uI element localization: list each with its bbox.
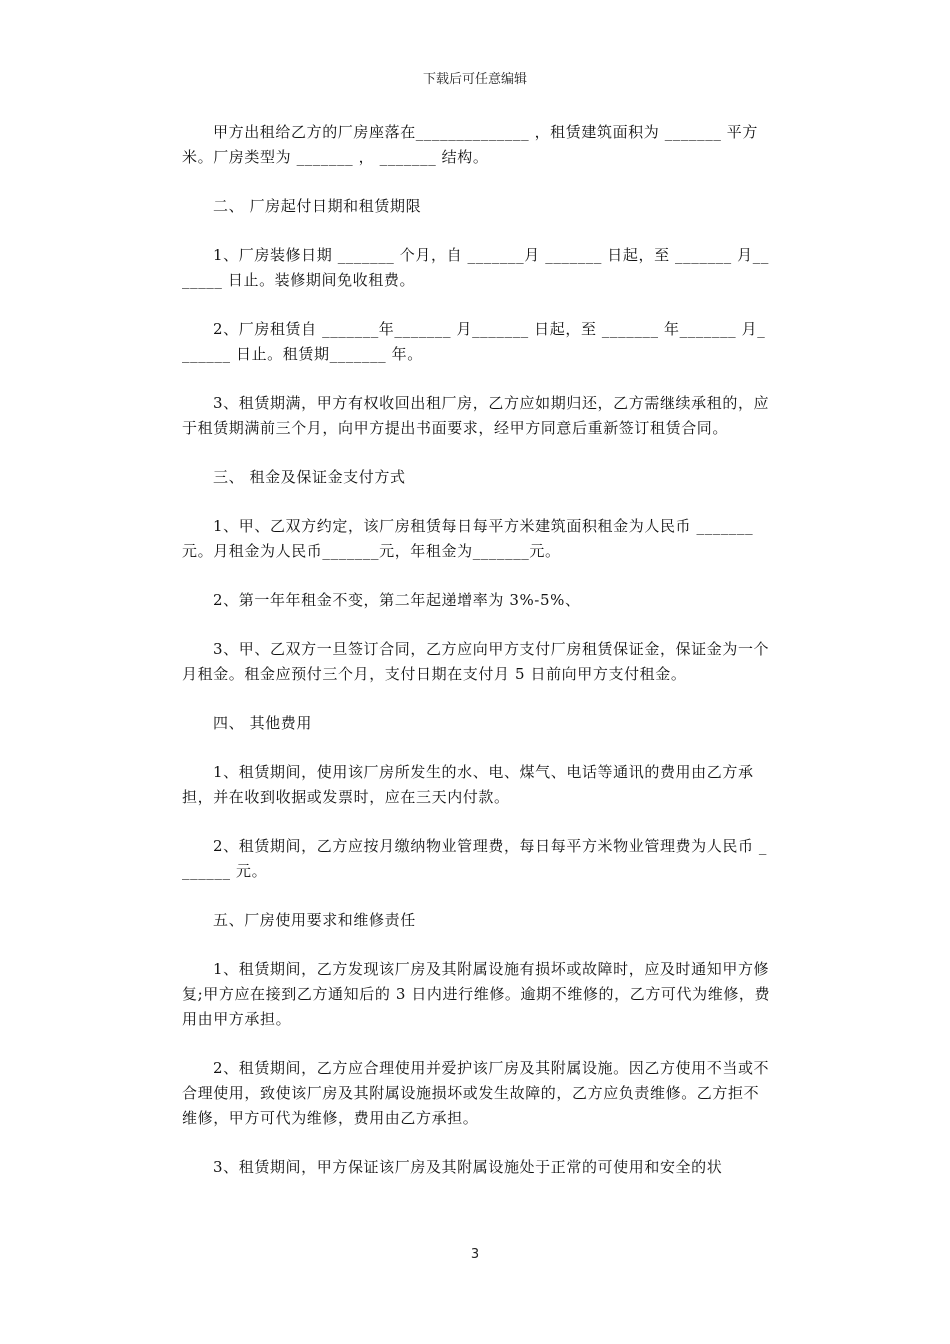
paragraph-repair-lessor: 1、租赁期间，乙方发现该厂房及其附属设施有损坏或故障时，应及时通知甲方修复;甲方应在接到乙方通知后的 3 日内进行维修。逾期不维修的，乙方可代为维修，费用由甲方承担。 [182, 960, 771, 1028]
paragraph-location: 甲方出租给乙方的厂房座落在______________ ，租赁建筑面积为 _______ 平方米。厂房类型为 _______ ， _______ 结构。 [182, 123, 759, 166]
document-body [182, 120, 772, 1204]
paragraph-lease-term: 2、厂房租赁自 _______年_______ 月_______ 日起，至 _______ 年_______ 月_______ 日止。租赁期_______ 年。 [182, 320, 766, 363]
paragraph-utilities: 1、租赁期间，使用该厂房所发生的水、电、煤气、电话等通讯的费用由乙方承担，并在收到收据或发票时，应在三天内付款。 [182, 763, 754, 806]
paragraph-rent-amount: 1、甲、乙双方约定，该厂房租赁每日每平方米建筑面积租金为人民币 _______元。月租金为人民币_______元，年租金为_______元。 [182, 517, 754, 560]
section-heading-3: 三、 租金及保证金支付方式 [213, 468, 406, 486]
page-number: 3 [470, 1247, 480, 1262]
paragraph-repair-lessee: 2、租赁期间，乙方应合理使用并爱护该厂房及其附属设施。因乙方使用不当或不合理使用，致使该厂房及其附属设施损坏或发生故障的，乙方应负责维修。乙方拒不维修，甲方可代为维修，费用由乙方承担。 [182, 1059, 770, 1127]
paragraph-renovation-period: 1、厂房装修日期 _______ 个月，自 _______月 _______ 日起，至 _______ 月_______ 日止。装修期间免收租费。 [182, 246, 769, 289]
paragraph-lease-expiry: 3、租赁期满，甲方有权收回出租厂房，乙方应如期归还，乙方需继续承租的，应于租赁期满前三个月，向甲方提出书面要求，经甲方同意后重新签订租赁合同。 [182, 394, 770, 437]
paragraph-safety-guarantee: 3、租赁期间，甲方保证该厂房及其附属设施处于正常的可使用和安全的状 [213, 1158, 723, 1176]
paragraph-deposit: 3、甲、乙双方一旦签订合同，乙方应向甲方支付厂房租赁保证金，保证金为一个月租金。租金应预付三个月，支付日期在支付月 5 日前向甲方支付租金。 [182, 640, 770, 683]
paragraph-rent-increase: 2、第一年年租金不变，第二年起递增率为 3%-5%、 [213, 591, 581, 609]
section-heading-4: 四、 其他费用 [213, 714, 312, 732]
section-heading-2: 二、 厂房起付日期和租赁期限 [213, 197, 422, 215]
section-heading-5: 五、厂房使用要求和维修责任 [213, 911, 416, 929]
paragraph-property-fee: 2、租赁期间，乙方应按月缴纳物业管理费，每日每平方米物业管理费为人民币 _______ 元。 [182, 837, 768, 880]
page-header: 下载后可任意编辑 [422, 72, 527, 87]
